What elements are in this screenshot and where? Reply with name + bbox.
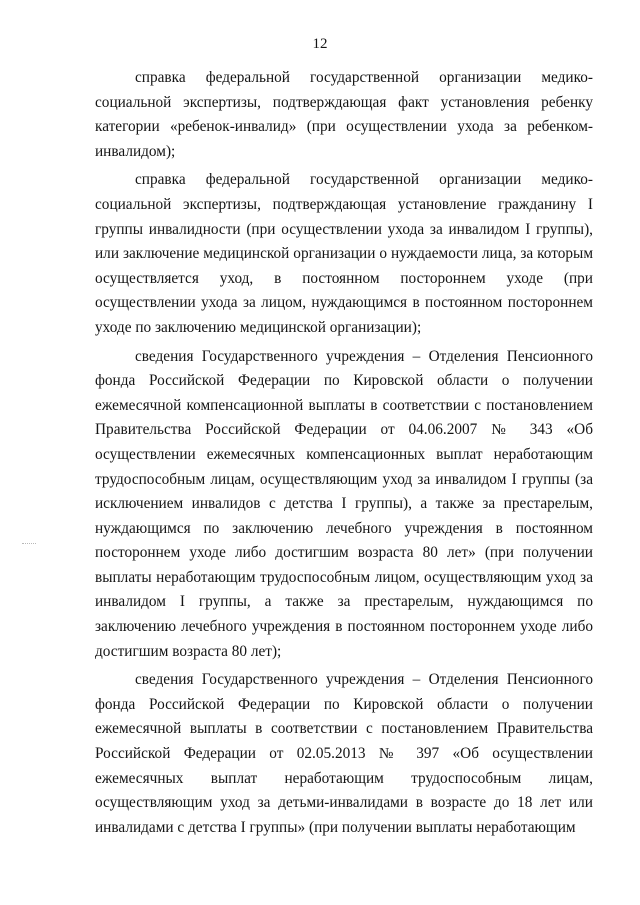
- paragraph-mse-child-disability-certificate: справка федеральной государственной организации медико-социальной экспертизы, подтверждающая факт установления ребенку категории «ребенок-инвалид» (при осуществлении ухода за ребенком-инвалидом);: [95, 69, 593, 160]
- document-body: [95, 66, 593, 840]
- paragraph-mse-group-one-certificate: справка федеральной государственной организации медико-социальной экспертизы, подтверждающая установление гражданину I группы инвалидности (при осуществлении ухода за инвалидом I группы), или заключение медицинской организации о нуждаемости лица, за которым осуществляется уход, в постоянном постороннем уходе (при осуществлении ухода за лицом, нуждающимся в постоянном постороннем уходе по заключению медицинской организации);: [95, 171, 593, 336]
- paragraph-pension-fund-monthly-payment-info: сведения Государственного учреждения – Отделения Пенсионного фонда Российской Федерации по Кировской области о получении ежемесячной выплаты в соответствии с постановлением Правительства Российской Федерации от 02.05.2013 № 397 «Об осуществлении ежемесячных выплат неработающим трудоспособным лицам, осуществляющим уход за детьми-инвалидами в возрасте до 18 лет или инвалидами с детства I группы» (при получении выплаты неработающим: [95, 671, 593, 836]
- page-number: 12: [312, 36, 328, 52]
- paragraph-pension-fund-compensation-info: сведения Государственного учреждения – Отделения Пенсионного фонда Российской Федерации по Кировской области о получении ежемесячной компенсационной выплаты в соответствии с постановлением Правительства Российской Федерации от 04.06.2007 № 343 «Об осуществлении ежемесячных компенсационных выплат неработающим трудоспособным лицам, осуществляющим уход за инвалидом I группы (за исключением инвалидов с детства I группы), а также за престарелым, нуждающимся по заключению лечебного учреждения в постоянном постороннем уходе либо достигшим возраста 80 лет» (при получении выплаты неработающим трудоспособным лицом, осуществляющим уход за инвалидом I группы, а также за престарелым, нуждающимся по заключению лечебного учреждения в постоянном постороннем уходе либо достигшим возраста 80 лет);: [95, 347, 593, 660]
- margin-scan-mark: [22, 543, 36, 545]
